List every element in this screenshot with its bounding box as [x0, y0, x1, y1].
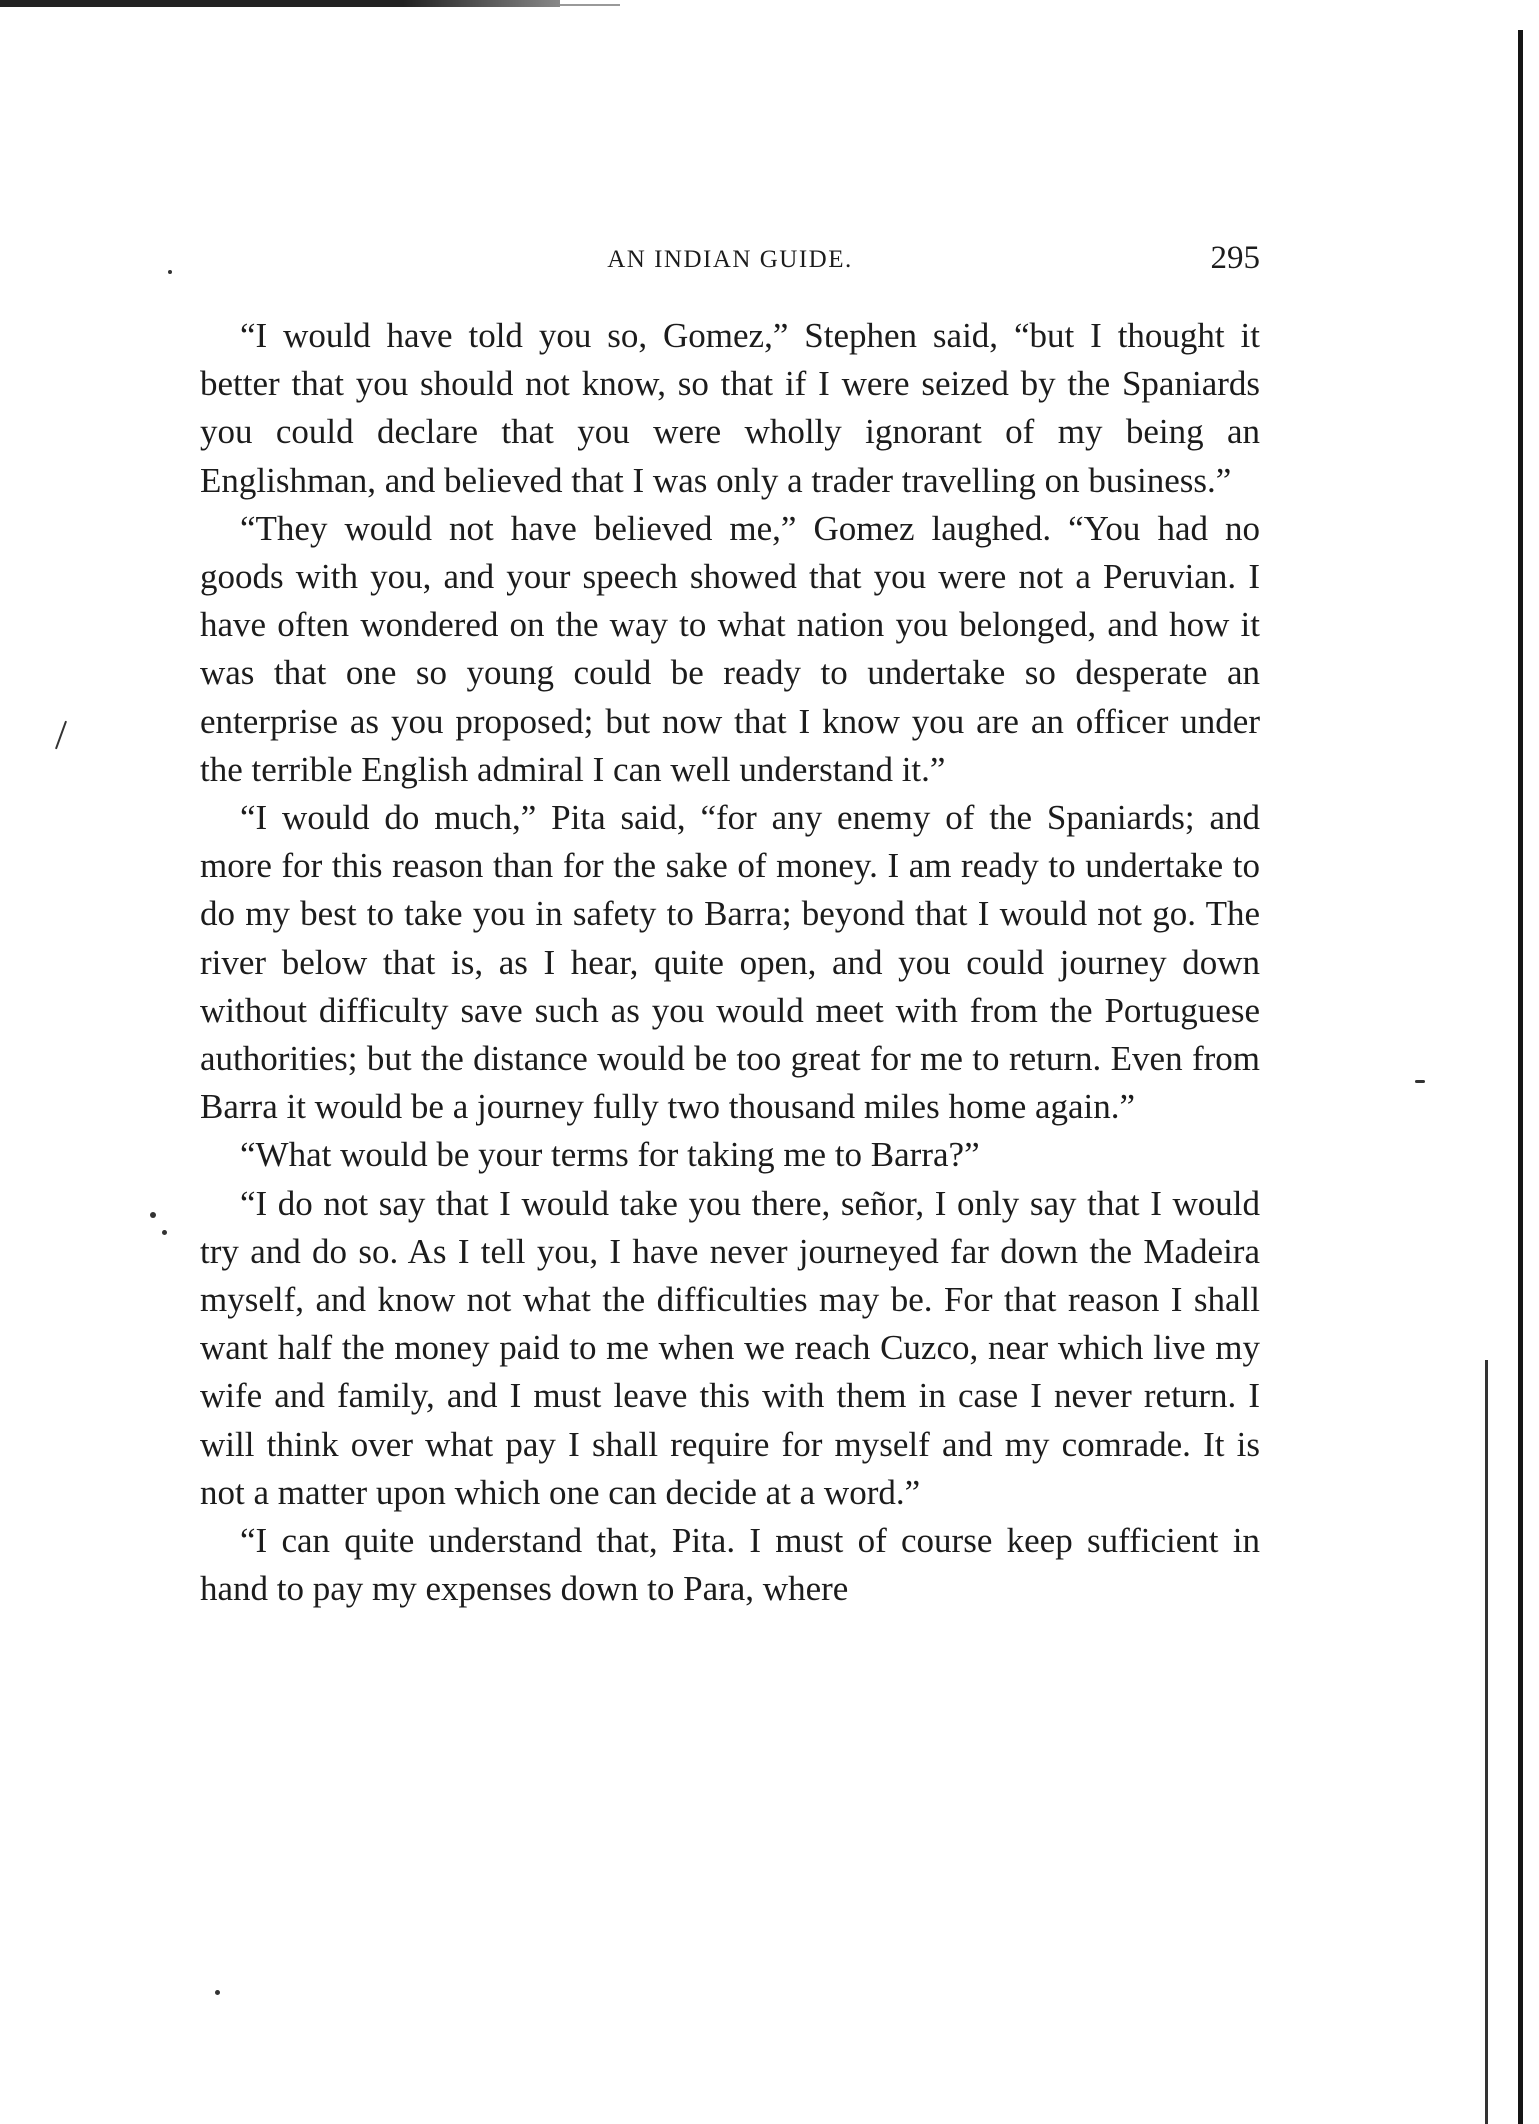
running-title: AN INDIAN GUIDE.: [607, 246, 853, 273]
scan-right-edge: [1518, 30, 1523, 2124]
scan-speck: [162, 1230, 167, 1235]
body-text: [200, 312, 1260, 1613]
scan-speck: [150, 1212, 156, 1218]
scan-speck: [168, 270, 172, 274]
scan-speck: [1415, 1080, 1425, 1083]
paragraph: “What would be your terms for taking me to Barra?”: [240, 1135, 980, 1175]
scan-top-edge: [0, 0, 560, 7]
page-number: 295: [1210, 240, 1260, 276]
paragraph: “They would not have believed me,” Gomez laughed. “You had no goods with you, and your speech showed that you were not a Peruvian. I have often wondered on the way to what nation you belonged, and how it was that one so young could be ready to undertake so desperate an enterprise as you proposed; but now that I know you are an officer under the terrible English admiral I can well understand it.”: [200, 508, 1260, 789]
paragraph: “I do not say that I would take you there, señor, I only say that I would try and do so. As I tell you, I have never journeyed far down the Madeira myself, and know not what the difficulties may be. For that reason I shall want half the money paid to me when we reach Cuzco, near which live my wife and family, and I must leave this with them in case I never return. I will think over what pay I shall require for myself and my comrade. It is not a matter upon which one can decide at a word.”: [200, 1183, 1260, 1512]
scan-speck: [55, 721, 67, 750]
scan-top-edge-thin: [560, 4, 620, 6]
scan-speck: [215, 1990, 220, 1995]
paragraph: “I would do much,” Pita said, “for any enemy of the Spaniards; and more for this reason than for the sake of money. I am ready to undertake to do my best to take you in safety to Barra; beyond that I would not go. The river below that is, as I hear, quite open, and you could journey down without difficulty save such as you would meet with from the Portuguese authorities; but the distance would be too great for me to return. Even from Barra it would be a journey fully two thousand miles home again.”: [200, 798, 1260, 1127]
paragraph: “I would have told you so, Gomez,” Stephen said, “but I thought it better that you should not know, so that if I were seized by the Spaniards you could declare that you were wholly ignorant of my being an Englishman, and believed that I was only a trader travelling on business.”: [200, 316, 1260, 500]
page-header: [200, 240, 1260, 290]
scan-right-edge-inner: [1485, 1360, 1488, 2124]
paragraph: “I can quite understand that, Pita. I must of course keep sufficient in hand to pay my expenses down to Para, where: [200, 1521, 1260, 1609]
